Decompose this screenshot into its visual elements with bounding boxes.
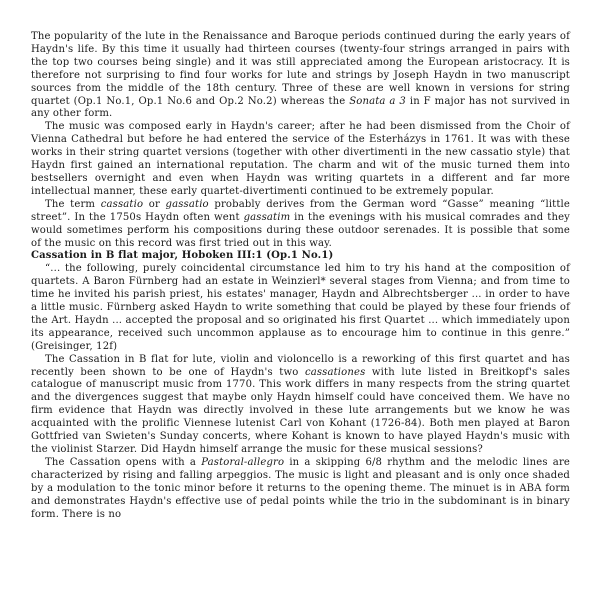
- paragraph-cassatio-term: [31, 199, 570, 251]
- paragraph-composition-history: The music was composed early in Haydn's career; after he had been dismissed from the Choir of Vienna Cathedral but before he had entered the service of the Esterházys in 1761. It was with these works in their string quartet versions (together with other divertimenti in the new cassatio style) that Haydn first gained an international reputation. The charm and wit of the music turned them into bestsellers overnight and even when Haydn was writing quartets in a different and far more intellectual manner, these early quartet-divertimenti continued to be extremely popular.: [31, 121, 570, 197]
- text-run: or: [143, 198, 166, 210]
- paragraph-greisinger-quote: “... the following, purely coincidental circumstance led him to try his hand at the composition of quartets. A Baron Fürnberg had an estate in Weinzierl* several stages from Vienna; and from time to time he invited his parish priest, his estates' manager, Haydn and Albrechtsberger ... in order to have a little music. Fürnberg asked Haydn to write something that could be played by these four friends of the Art. Haydn ... accepted the proposal and so originated his first Quartet ... which immediately upon its appearance, received such uncommon applause as to encourage him to continue in this genre.” (Greisinger, 12f): [31, 263, 570, 352]
- text-run: The popularity of the lute in the Renaissance and Baroque periods continued during the early years of Haydn's life. By this time it usually had thirteen courses (twenty-four strings arranged in pairs with the top two courses being single) and it was still appreciated among the European aristocracy. It is therefore not surprising to find four works for lute and strings by Joseph Haydn in two manuscript sources from the middle of the 18th century. Three of these are well known in versions for string quartet (Op.1 No.1, Op.1 No.6 and Op.2 No.2) whereas the: [31, 31, 570, 107]
- italic-tempo: Pastoral-allegro: [201, 456, 285, 468]
- text-run: The Cassation opens with a: [45, 456, 202, 468]
- text-run: The Cassation in B flat for lute, violin and violoncello is a reworking of this first quartet and has recently been shown to be one of Haydn's two: [31, 353, 570, 378]
- paragraph-lute-history: [31, 31, 570, 121]
- italic-title: Sonata a 3: [349, 95, 406, 107]
- italic-term: cassatio: [100, 198, 144, 210]
- paragraph-cassation-analysis: [31, 457, 570, 522]
- text-run: in the evenings with his musical comrades and they would sometimes perform his compositions during these outdoor serenades. It is possible that some of the music on this record was first tried out in this way.: [31, 211, 570, 249]
- italic-term: cassationes: [304, 366, 366, 378]
- paragraph-cassation-description: [31, 354, 570, 457]
- text-run: probably derives from the German word “Gasse” meaning “little street”. In the 1750s Haydn often went: [31, 198, 571, 223]
- text-run: with lute listed in Breitkopf's sales catalogue of manuscript music from 1770. This work differs in many respects from the string quartet and the divergences suggest that maybe only Haydn himself could have conceived them. We have no firm evidence that Haydn was directly involved in these lute arrangements but we know he was acquainted with the prolific Viennese lutenist Carl von Kohant (1726-84). Both men played at Baron Gottfried van Swieten's Sunday concerts, where Kohant is known to have played Haydn's music with the violinist Starzer. Did Haydn himself arrange the music for these musical sessions?: [31, 366, 570, 455]
- text-run: The term: [45, 198, 101, 210]
- section-heading: Cassation in B flat major, Hoboken III:1 (Op.1 No.1): [31, 250, 334, 262]
- italic-term: gassatio: [165, 198, 209, 210]
- text-run: in a skipping 6/8 rhythm and the melodic lines are characterized by rising and falling arpeggios. The music is light and pleasant and is only once shaded by a modulation to the tonic minor before it returns to the opening theme. The minuet is in ABA form and demonstrates Haydn's effective use of pedal points while the trio in the subdominant is in binary form. There is no: [31, 456, 570, 520]
- italic-term: gassatim: [243, 211, 291, 223]
- text-run: in F major has not survived in any other form.: [31, 95, 570, 120]
